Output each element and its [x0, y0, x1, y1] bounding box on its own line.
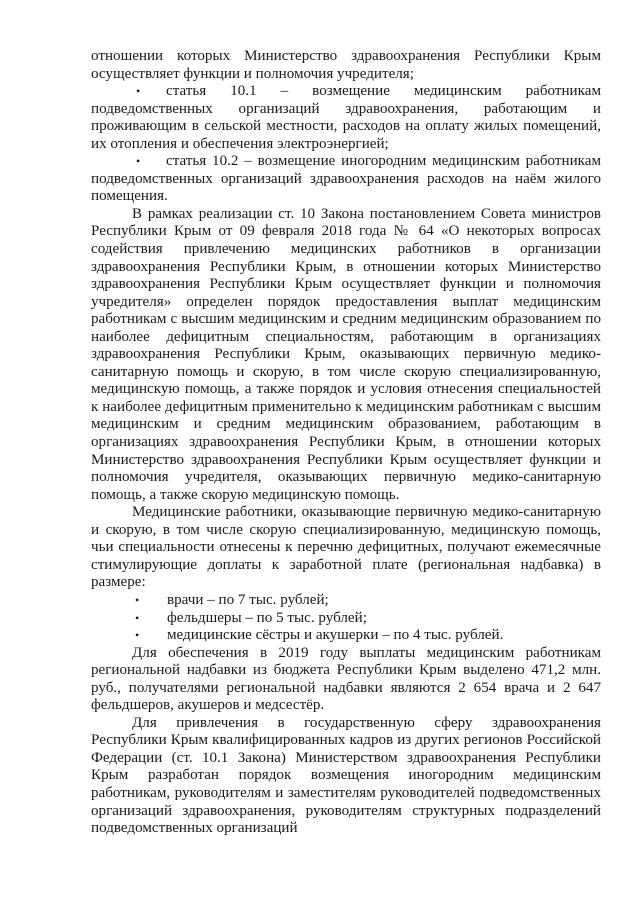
bullet-item-nurses	[91, 627, 601, 645]
bullet-icon: •	[135, 610, 140, 625]
bullet-text: статья 10.1 – возмещение медицинским работникам подведомственных организаций здравоохранения, работающим и проживающим в сельской местности, расходов на оплату жилых помещений, их отопления и обеспечения электроэнергией;	[91, 83, 601, 152]
paragraph-1: отношении которых Министерство здравоохранения Республики Крым осуществляет функции и полномочия учредителя;	[91, 48, 601, 82]
bullet-item-paramedics	[91, 610, 601, 628]
bullet-item-doctors	[91, 592, 601, 610]
bullet-icon: •	[135, 628, 140, 643]
bullet-text: врачи – по 7 тыс. рублей;	[167, 591, 329, 608]
bullet-icon: •	[135, 592, 140, 607]
bullet-icon: •	[136, 154, 141, 169]
bullet-text: статья 10.2 – возмещение иногородним медицинским работникам подведомственных организаций здравоохранения расходов на наём жилого помещения.	[91, 153, 601, 205]
bullet-text: фельдшеры – по 5 тыс. рублей;	[167, 609, 367, 626]
paragraph-resolution: В рамках реализации ст. 10 Закона постановлением Совета министров Республики Крым от 09 февраля 2018 года № 64 «О некоторых вопросах содействия привлечению медицинских работников в организации здравоохранения Республики Крым, в отношении которых Министерство здравоохранения Республики Крым осуществляет функции и полномочия учредителя» определен порядок предоставления выплат медицинским работникам с высшим медицинским и средним медицинским образованием по наиболее дефицитным специальностям, работающим в организациях здравоохранения Республики Крым, оказывающих первичную медико-санитарную помощь и скорую, в том числе скорую специализированную, медицинскую помощь, а также порядок и условия отнесения специальностей к наиболее дефицитным применительно к медицинским работникам с высшим медицинским и средним медицинским образованием, работающим в организациях здравоохранения Республики Крым, в отношении которых Министерство здравоохранения Республики Крым осуществляет функции и полномочия учредителя, оказывающих первичную медико-санитарную помощь, а также скорую медицинскую помощь.	[91, 205, 601, 503]
paragraph-medical-workers: Медицинские работники, оказывающие первичную медико-санитарную и скорую, в том числе скорую специализированную, медицинскую помощь, чьи специальности отнесены к перечню дефицитных, получают ежемесячные стимулирующие доплаты к заработной плате (региональная надбавка) в размере:	[91, 504, 601, 591]
paragraph-funding-2019: Для обеспечения в 2019 году выплаты медицинским работникам региональной надбавки из бюджета Республики Крым выделено 471,2 млн. руб., получателями региональной надбавки являются 2 654 врача и 2 647 фельдшеров, акушеров и медсестёр.	[91, 644, 601, 714]
paragraph-attracting-personnel: Для привлечения в государственную сферу здравоохранения Республики Крым квалифицированных кадров из других регионов Российской Федерации (ст. 10.1 Закона) Министерством здравоохранения Республики Крым разработан порядок возмещения иногородним медицинским работникам, руководителям и заместителям руководителей подведомственных организаций здравоохранения, руководителям структурных подразделений подведомственных организаций	[91, 714, 601, 837]
bullet-item-article-10-2	[91, 153, 601, 206]
bullet-icon: •	[136, 84, 141, 99]
bullet-item-article-10-1	[91, 83, 601, 153]
bullet-text: медицинские сёстры и акушерки – по 4 тыс. рублей.	[167, 627, 504, 644]
document-body	[91, 48, 601, 838]
